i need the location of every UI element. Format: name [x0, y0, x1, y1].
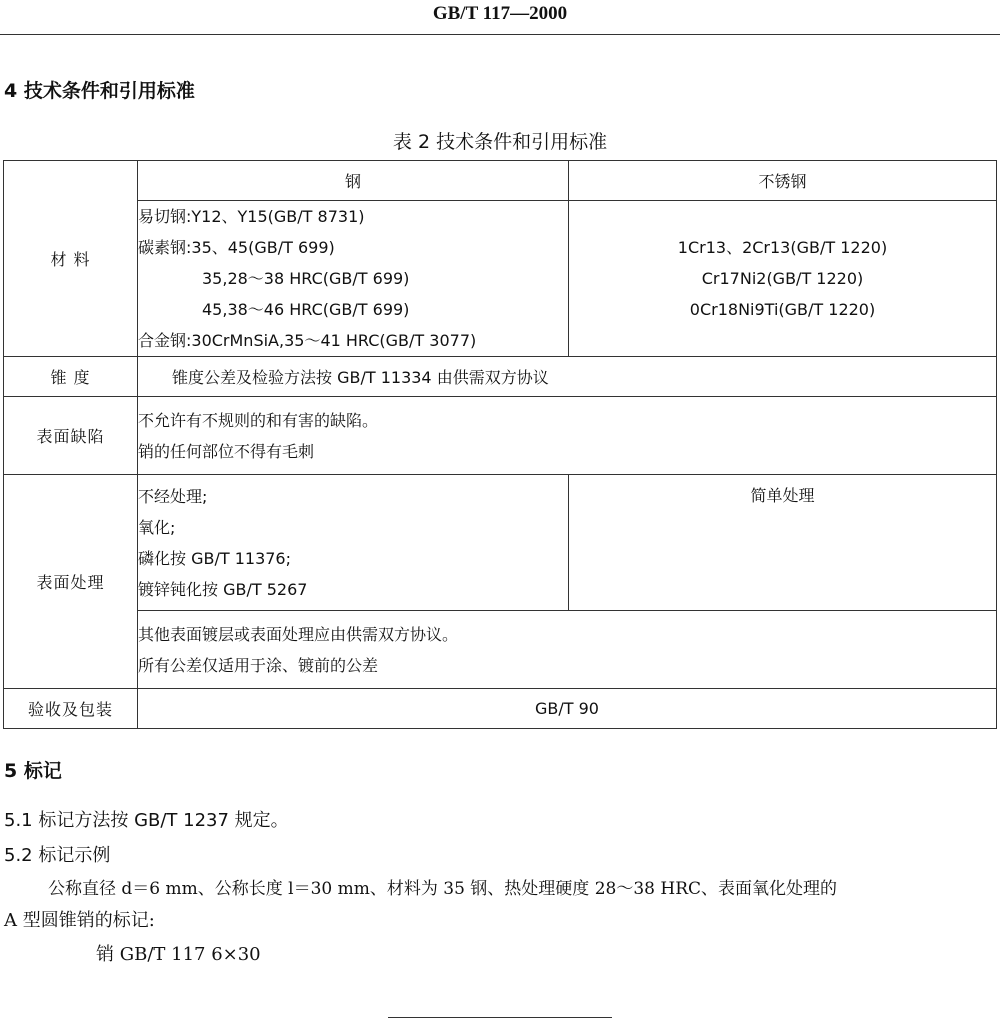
- defect-line: 销的任何部位不得有毛刺: [138, 441, 315, 461]
- material-steel-line: 碳素钢:35、45(GB/T 699): [138, 238, 335, 257]
- surface-steel-line: 不经处理;: [138, 486, 208, 506]
- standard-number: GB/T 117—2000: [432, 3, 568, 24]
- defect-label: 表面缺陷: [4, 397, 138, 475]
- material-steel-line: 易切钢:Y12、Y15(GB/T 8731): [138, 207, 365, 226]
- surface-note-line: 其他表面镀层或表面处理应由供需双方协议。: [138, 624, 459, 644]
- defect-cell: [138, 397, 997, 475]
- surface-note-line: 所有公差仅适用于涂、镀前的公差: [138, 655, 379, 675]
- material-label: 材 料: [4, 161, 138, 357]
- acceptance-value: GB/T 90: [138, 689, 997, 729]
- example-marking: 销 GB/T 117 6×30: [96, 944, 261, 965]
- surface-steel-line: 磷化按 GB/T 11376;: [138, 548, 292, 568]
- material-stainless-line: 0Cr18Ni9Ti(GB/T 1220): [689, 300, 876, 319]
- defect-row: [4, 397, 997, 475]
- example-text-line-1: 公称直径 d＝6 mm、公称长度 l＝30 mm、材料为 35 钢、热处理硬度 28～38 HRC、表面氧化处理的: [48, 879, 838, 899]
- acceptance-label: 验收及包装: [4, 689, 138, 729]
- material-row: [4, 201, 997, 357]
- material-stainless-line: Cr17Ni2(GB/T 1220): [701, 269, 864, 288]
- material-steel-line: 合金钢:30CrMnSiA,35～41 HRC(GB/T 3077): [138, 331, 477, 350]
- table-caption: 表 2 技术条件和引用标准: [392, 131, 608, 153]
- col-header-steel: 钢: [138, 161, 569, 201]
- section-4-title: 4 技术条件和引用标准: [4, 80, 195, 102]
- material-steel-cell: [138, 201, 569, 357]
- spec-table: [3, 160, 997, 729]
- clause-5-2: 5.2 标记示例: [4, 845, 111, 866]
- material-stainless-line: 1Cr13、2Cr13(GB/T 1220): [677, 238, 888, 257]
- clause-5-1: 5.1 标记方法按 GB/T 1237 规定。: [4, 810, 289, 831]
- page-header: [0, 0, 1000, 35]
- taper-row: [4, 357, 997, 397]
- material-stainless-cell: [569, 201, 997, 357]
- col-header-stainless: 不锈钢: [569, 161, 997, 201]
- footer-rule: [388, 1017, 612, 1018]
- surface-row: [4, 475, 997, 611]
- defect-line: 不允许有不规则的和有害的缺陷。: [138, 410, 379, 430]
- surface-note-cell: [138, 611, 997, 689]
- surface-steel-line: 镀锌钝化按 GB/T 5267: [138, 579, 308, 599]
- example-text-line-2: A 型圆锥销的标记:: [4, 910, 155, 931]
- section-5-title: 5 标记: [4, 760, 62, 782]
- material-steel-line: 35,28～38 HRC(GB/T 699): [202, 269, 410, 288]
- surface-label: 表面处理: [4, 475, 138, 689]
- surface-note-row: [4, 611, 997, 689]
- acceptance-row: [4, 689, 997, 729]
- surface-steel-line: 氧化;: [138, 517, 176, 537]
- taper-value: 锥度公差及检验方法按 GB/T 11334 由供需双方协议: [138, 357, 997, 397]
- taper-label: 锥 度: [4, 357, 138, 397]
- surface-stainless-cell: 简单处理: [569, 475, 997, 611]
- table-header-row: [4, 161, 997, 201]
- material-steel-line: 45,38～46 HRC(GB/T 699): [202, 300, 410, 319]
- surface-steel-cell: [138, 475, 569, 611]
